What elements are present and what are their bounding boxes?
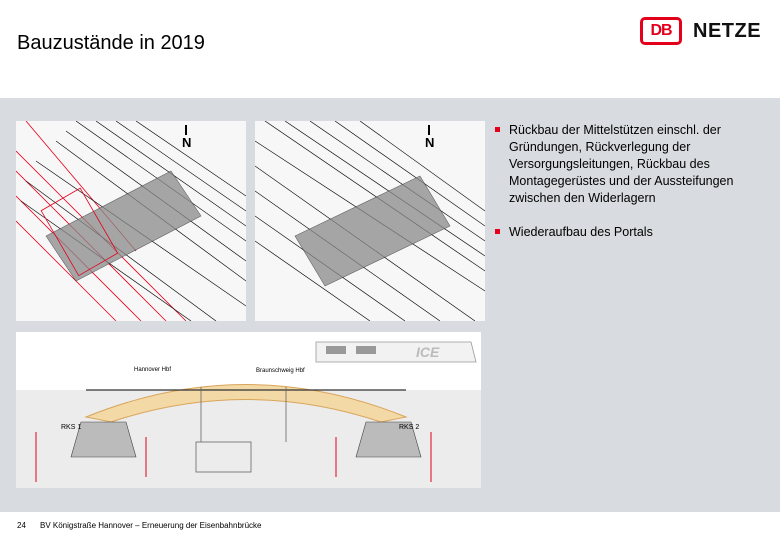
page-number: 24 — [17, 521, 26, 530]
bullet-item-2 — [493, 224, 773, 241]
ice-label: ICE — [416, 344, 440, 360]
bullet-square-icon — [495, 229, 500, 234]
db-netze-logo — [640, 16, 770, 46]
bullet-text: Rückbau der Mittelstützen einschl. der Gründungen, Rückverlegung der Versorgungsleitungen, Rückbau des Montagegerüstes und der Aussteifungen zwischen den Widerlagern — [509, 123, 734, 205]
footer-text: BV Königstraße Hannover – Erneuerung der Eisenbahnbrücke — [40, 521, 262, 530]
bullet-square-icon — [495, 127, 500, 132]
site-plan-left — [16, 121, 246, 321]
hannover-label: Hannover Hbf — [134, 367, 172, 373]
bridge-cross-section — [16, 332, 481, 488]
cross-section-drawing — [16, 332, 481, 488]
netze-wordmark: NETZE — [693, 19, 762, 42]
north-arrow-left — [182, 125, 191, 150]
north-label: N — [182, 135, 192, 150]
page-title: Bauzustände in 2019 — [17, 32, 205, 54]
north-label: N — [425, 135, 435, 150]
db-logo-mark: DB — [640, 17, 682, 45]
bullet-text: Wiederaufbau des Portals — [509, 225, 653, 239]
bullet-item-1 — [493, 122, 773, 207]
north-arrow-icon — [185, 125, 187, 135]
north-arrow-right — [425, 125, 434, 150]
site-plan-right — [255, 121, 485, 321]
north-arrow-icon — [428, 125, 430, 135]
rks1-label: RKS 1 — [61, 424, 82, 431]
site-plan-left-drawing — [16, 121, 246, 321]
rks2-label: RKS 2 — [399, 424, 420, 431]
bullet-list — [493, 122, 773, 258]
braunschweig-label: Braunschweig Hbf — [256, 368, 305, 374]
site-plan-right-drawing — [255, 121, 485, 321]
